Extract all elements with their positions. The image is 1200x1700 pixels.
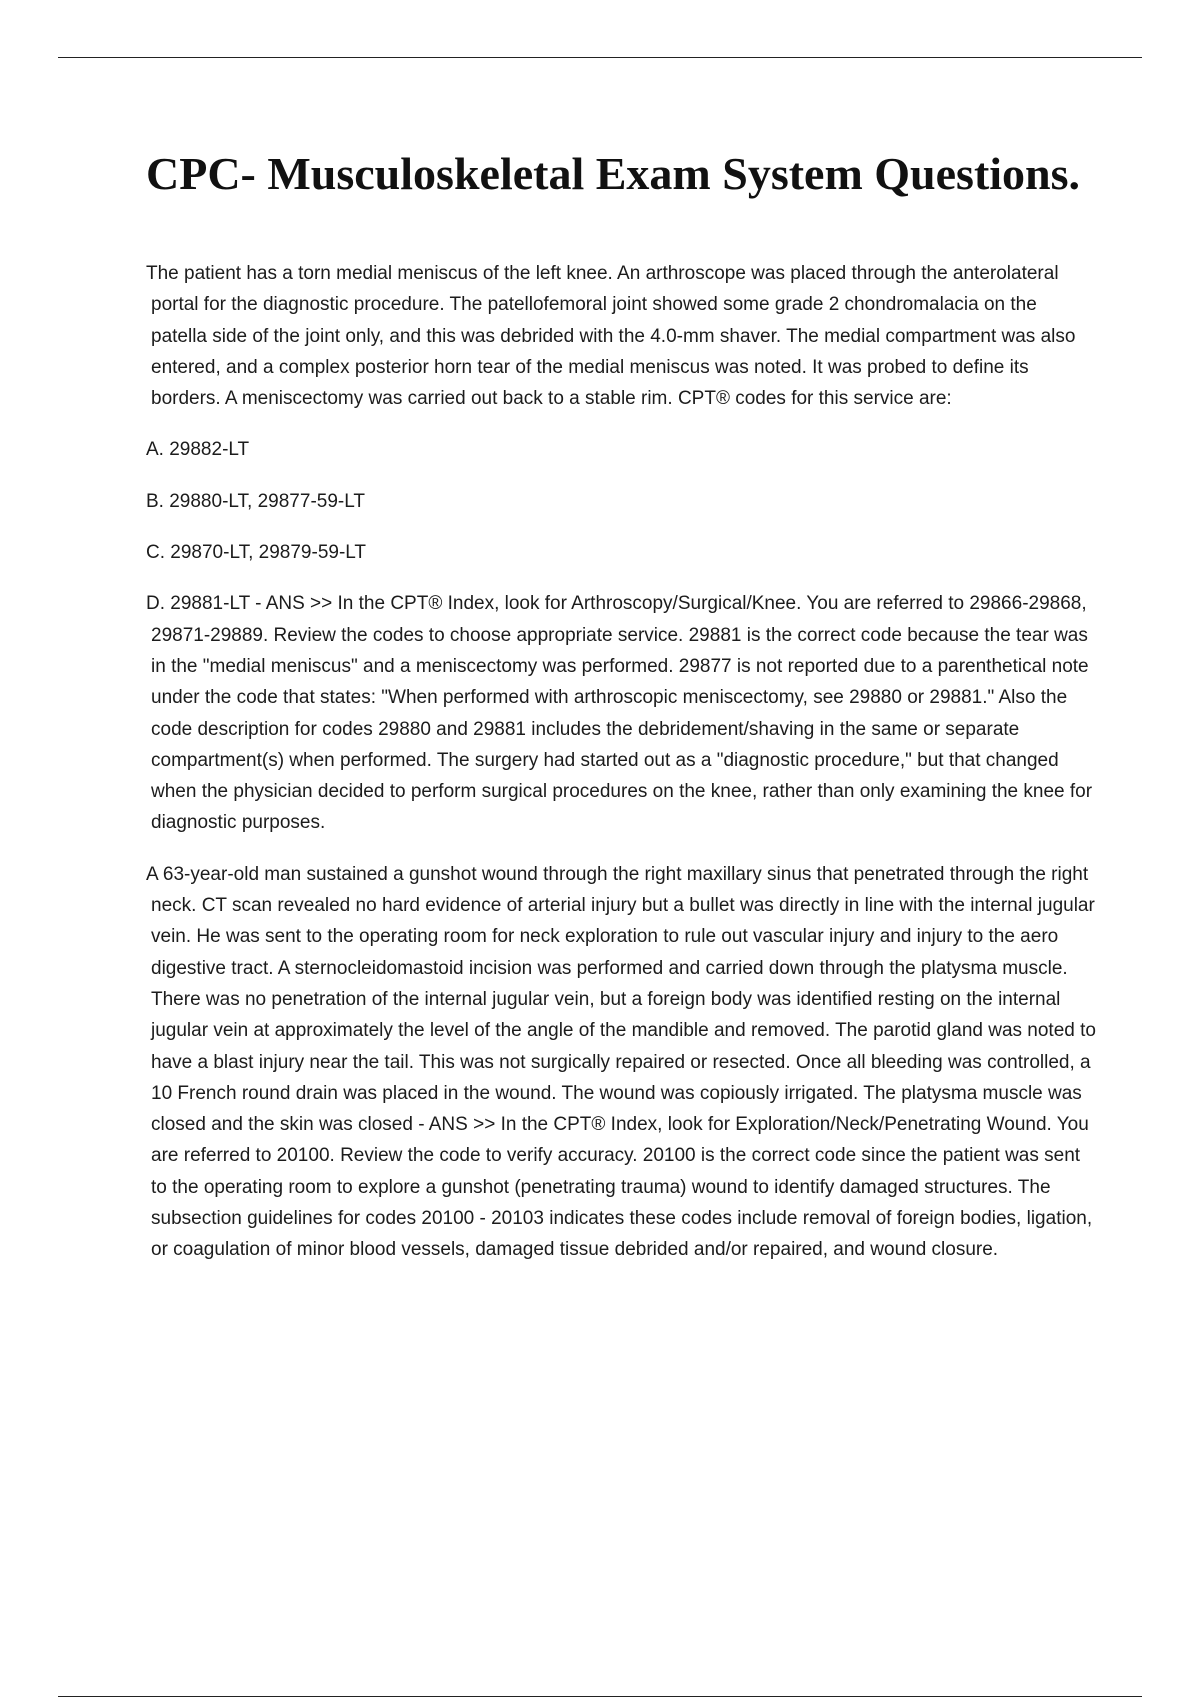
top-divider <box>58 57 1142 58</box>
question-2 <box>146 859 1096 1266</box>
question-1-option-a: A. 29882-LT <box>146 439 250 461</box>
question-1-option-d-answer: D. 29881-LT - ANS >> In the CPT® Index, look for Arthroscopy/Surgical/Knee. You are referred to 29866-29868, 29871-29889. Review the codes to choose appropriate service. 29881 is the correct code because the tear was in the "medial meniscus" and a meniscectomy was performed. 29877 is not reported due to a parenthetical note under the code that states: "When performed with arthroscopic meniscectomy, see 29880 or 29881." Also the code description for codes 29880 and 29881 includes the debridement/shaving in the same or separate compartment(s) when performed. The surgery had started out as a "diagnostic procedure," but that changed when the physician decided to perform surgical procedures on the knee, rather than only examining the knee for diagnostic purposes. <box>146 593 1093 834</box>
question-1-stem: The patient has a torn medial meniscus of the left knee. An arthroscope was placed through the anterolateral portal for the diagnostic procedure. The patellofemoral joint showed some grade 2 chondromalacia on the patella side of the joint only, and this was debrided with the 4.0-mm shaver. The medial compartment was also entered, and a complex posterior horn tear of the medial meniscus was noted. It was probed to define its borders. A meniscectomy was carried out back to a stable rim. CPT® codes for this service are: <box>146 263 1076 410</box>
question-1 <box>146 258 1096 839</box>
question-1-option-b: B. 29880-LT, 29877-59-LT <box>146 490 365 512</box>
question-2-stem-answer: A 63-year-old man sustained a gunshot wound through the right maxillary sinus that penetrated through the right neck. CT scan revealed no hard evidence of arterial injury but a bullet was directly in line with the internal jugular vein. He was sent to the operating room for neck exploration to rule out vascular injury and injury to the aero digestive tract. A sternocleidomastoid incision was performed and carried down through the platysma muscle. There was no penetration of the internal jugular vein, but a foreign body was identified resting on the internal jugular vein at approximately the level of the angle of the mandible and removed. The parotid gland was noted to have a blast injury near the tail. This was not surgically repaired or resected. Once all bleeding was controlled, a 10 French round drain was placed in the wound. The wound was copiously irrigated. The platysma muscle was closed and the skin was closed - ANS >> In the CPT® Index, look for Exploration/Neck/Penetrating Wound. You are referred to 20100. Review the code to verify accuracy. 20100 is the correct code since the patient was sent to the operating room to explore a gunshot (penetrating trauma) wound to identify damaged structures. The subsection guidelines for codes 20100 - 20103 indicates these codes include removal of foreign bodies, ligation, or coagulation of minor blood vessels, damaged tissue debrided and/or repaired, and wound closure. <box>146 863 1096 1261</box>
page-title: CPC- Musculoskeletal Exam System Questions. <box>146 148 1081 199</box>
bottom-divider <box>58 1696 1142 1697</box>
document-body <box>146 145 1096 1286</box>
question-1-option-c: C. 29870-LT, 29879-59-LT <box>146 542 367 564</box>
